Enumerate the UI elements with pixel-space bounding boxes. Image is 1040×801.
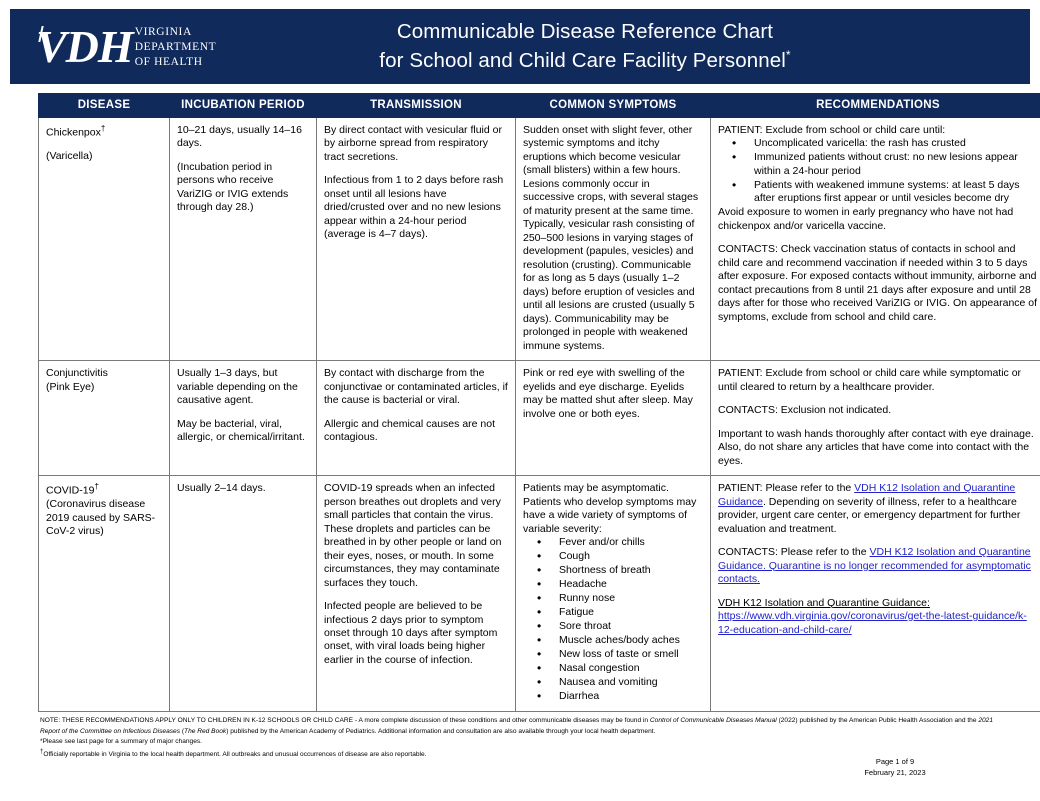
recommendation-patient-intro: PATIENT: Exclude from school or child care until: — [718, 124, 946, 136]
list-item: • Uncomplicated varicella: the rash has crusted — [740, 137, 1038, 150]
cell-recommendations — [711, 361, 1040, 476]
footer-note-main — [40, 716, 1000, 737]
page-title-line1: Communicable Disease Reference Chart — [396, 20, 774, 44]
table-row — [39, 361, 1040, 476]
cell-transmission — [317, 361, 516, 476]
list-item: • Sore throat — [545, 620, 703, 633]
list-item: • Diarrhea — [545, 690, 703, 703]
footer-dagger-text: Officially reportable in Virginia to the local health department. All outbreaks and unusual occurrences of disease are also reportable. — [43, 751, 427, 759]
vdh-logo — [10, 20, 260, 72]
cell-transmission — [317, 476, 516, 712]
disease-alt-name: (Varicella) — [46, 149, 93, 162]
cell-recommendations — [711, 476, 1040, 712]
cell-common-symptoms — [516, 476, 711, 712]
column-header-incubation-period: INCUBATION PERIOD — [170, 94, 317, 118]
guidance-label: VDH K12 Isolation and Quarantine Guidance: — [718, 596, 930, 609]
symptoms-bullet-list — [523, 536, 703, 703]
page-title — [260, 18, 1030, 75]
recommendation-contacts-prefix: CONTACTS: Please refer to the — [718, 546, 870, 559]
disease-name-text: COVID-19 — [46, 484, 95, 497]
transmission-paragraph: COVID-19 spreads when an infected person breathes out droplets and very small particles that contain the virus. These droplets and particles can be breathed in by other people or land on their eyes, noses, or mouth. In some circumstances, they may contaminate surfaces they touch. — [324, 482, 502, 589]
recommendation-contacts: CONTACTS: Exclusion not indicated. — [718, 404, 892, 417]
footer-note-part2: (2022) published by the American Public Health Association and the — [776, 717, 979, 724]
vdh-k12-guidance-url[interactable]: https://www.vdh.virginia.gov/coronavirus/get-the-latest-guidance/k-12-education-and-child-care/ — [718, 610, 1027, 636]
list-item: • Fatigue — [545, 606, 703, 619]
column-header-disease: DISEASE — [39, 94, 170, 118]
list-item: • Cough — [545, 550, 703, 563]
vdh-k12-guidance-link[interactable]: VDH K12 Isolation and Quarantine Guidance — [718, 482, 1016, 508]
incubation-paragraph: (Incubation period in persons who receive VariZIG or IVIG extends through day 28.) — [177, 160, 289, 214]
recommendation-guidance-block — [718, 597, 1038, 637]
recommendation-patient-suffix: . Depending on severity of illness, refer to a healthcare provider, urgent care center, or emergency department for further evaluation and treatment. — [718, 495, 1021, 535]
column-header-transmission: TRANSMISSION — [317, 94, 516, 118]
table-header — [39, 94, 1040, 118]
disease-alt-name: (Pink Eye) — [46, 380, 95, 393]
footer-dagger-symbol: † — [40, 749, 44, 756]
footer-notes — [40, 716, 1000, 761]
incubation-paragraph: 10–21 days, usually 14–16 days. — [177, 124, 302, 150]
table-row — [39, 476, 1040, 712]
page-title-line2 — [260, 47, 910, 75]
list-item: • Shortness of breath — [545, 564, 703, 577]
recommendation-extra-note: Important to wash hands thoroughly after contact with eye drainage. Also, do not share any articles that have come into contact with the eyes. — [718, 427, 1034, 467]
column-header-recommendations: RECOMMENDATIONS — [711, 94, 1040, 118]
incubation-paragraph: May be bacterial, viral, allergic, or chemical/irritant. — [177, 417, 305, 444]
vdh-wordmark-line3: OF HEALTH — [134, 55, 203, 68]
transmission-paragraph: Allergic and chemical causes are not contagious. — [324, 417, 496, 444]
disease-dagger-marker: † — [100, 124, 106, 133]
footer-star-note: *Please see last page for a summary of major changes. — [40, 738, 202, 746]
cell-incubation-period — [170, 118, 317, 361]
transmission-paragraph: Infectious from 1 to 2 days before rash onset until all lesions have dried/crusted over and no new lesions appear within a 24-hour period (average is 4–7 days). — [324, 174, 504, 241]
footer-note-part4: ) published by the American Academy of Pediatrics. Additional information and consultation are also available through your local health department. — [226, 727, 656, 735]
vdh-logo-acronym — [36, 20, 133, 72]
symptoms-paragraph: Pink or red eye with swelling of the eyelids and eye discharge. Eyelids may be matted shut after sleep. May involve one or both eyes. — [523, 367, 693, 420]
disease-reference-table — [38, 93, 1040, 712]
footer-note-part3: ( — [180, 727, 185, 735]
list-item: • Runny nose — [545, 592, 703, 605]
cell-recommendations — [711, 118, 1040, 361]
cell-incubation-period — [170, 361, 317, 476]
list-item: • Muscle aches/body aches — [545, 634, 703, 647]
list-item: • Immunized patients without crust: no new lesions appear within a 24-hour period — [740, 151, 1038, 178]
footer-note-italic1: Control of Communicable Diseases Manual — [649, 717, 777, 724]
page-number: Page 1 of 9 — [875, 757, 915, 766]
list-item: • Nausea and vomiting — [545, 676, 703, 689]
disease-alt-name: (Coronavirus disease 2019 caused by SARS-CoV-2 virus) — [46, 498, 156, 538]
header-banner — [10, 9, 1030, 84]
incubation-paragraph: Usually 2–14 days. — [177, 482, 266, 495]
list-item: • Nasal congestion — [545, 662, 703, 675]
footer-note-italic2: 2021 Report of the Committee on Infectious Diseases — [40, 717, 994, 735]
vdh-wordmark-line2: DEPARTMENT — [134, 41, 217, 54]
disease-dagger-marker: † — [94, 482, 99, 492]
vdh-k12-guidance-link[interactable]: VDH K12 Isolation and Quarantine Guidance. Quarantine is no longer recommended for asymptomatic contacts. — [718, 546, 1031, 586]
cell-disease — [39, 118, 170, 361]
disease-name — [46, 482, 162, 498]
disease-name-text: Chickenpox — [46, 126, 101, 139]
disease-name: Conjunctivitis — [46, 367, 108, 380]
cell-incubation-period — [170, 476, 317, 712]
page-title-asterisk: * — [785, 47, 791, 62]
footer-note-italic3: The Red Book — [184, 727, 227, 735]
table-body — [39, 118, 1040, 712]
document-date: February 21, 2023 — [864, 767, 926, 777]
vdh-logo-wordmark — [135, 25, 217, 69]
list-item: • Fever and/or chills — [545, 536, 703, 549]
recommendation-patient-note: Avoid exposure to women in early pregnancy who have not had chickenpox and/or varicella vaccine. — [718, 206, 1014, 232]
cell-disease — [39, 476, 170, 712]
cell-transmission — [317, 118, 516, 361]
page-footer-meta — [790, 757, 1000, 779]
cell-common-symptoms — [516, 361, 711, 476]
table-header-row — [39, 94, 1040, 118]
incubation-paragraph: Usually 1–3 days, but variable depending on the causative agent. — [177, 367, 298, 407]
symptoms-paragraph: Patients may be asymptomatic. Patients who develop symptoms may have a wide variety of symptoms of variable severity: — [523, 482, 697, 535]
page-title-line2-text: for School and Child Care Facility Personnel — [379, 48, 786, 72]
column-header-common-symptoms: COMMON SYMPTOMS — [516, 94, 711, 118]
footer-note-part1: NOTE: THESE RECOMMENDATIONS APPLY ONLY TO CHILDREN IN K-12 SCHOOLS OR CHILD CARE - A more complete discussion of these conditions and other communicable diseases may be found in — [40, 717, 650, 724]
list-item: • New loss of taste or smell — [545, 648, 703, 661]
recommendation-contacts: CONTACTS: Check vaccination status of contacts in school and child care and recommend vaccination if needed within 3 to 5 days after exposure. For exposed contacts without immunity, airborne and contact precautions from 8 until 21 days after exposure and until 28 days after for those who received VariZIG or IVIG. On appearance of symptoms, exclude from school and child care. — [718, 243, 1038, 323]
recommendation-patient-bullets — [718, 137, 1038, 205]
transmission-paragraph: By contact with discharge from the conjunctivae or contaminated articles, if the cause is bacterial or viral. — [324, 367, 508, 407]
vdh-wordmark-line1: VIRGINIA — [134, 26, 192, 39]
recommendation-patient-intro: PATIENT: Exclude from school or child care while symptomatic or until cleared to return by a healthcare provider. — [718, 367, 1022, 393]
transmission-paragraph: By direct contact with vesicular fluid or by airborne spread from respiratory tract secretions. — [324, 124, 502, 163]
table-row — [39, 118, 1040, 361]
list-item: • Headache — [545, 578, 703, 591]
list-item: • Patients with weakened immune systems: at least 5 days after eruptions first appear or until vesicles become dry — [740, 179, 1038, 206]
disease-name — [46, 124, 162, 140]
recommendation-patient-prefix: PATIENT: Please refer to the — [718, 482, 855, 495]
symptoms-paragraph: Sudden onset with slight fever, other systemic symptoms and itchy eruptions which become vesicular (small blisters) within a few hours. Lesions commonly occur in successive crops, with several stages of maturity present at the same time. Typically, vesicular rash consisting of 250–500 lesions in varying stages of development (papules, vesicles) and resolution (crusting). Communicable for as long as 5 days (usually 1–2 days) before eruption of vesicles and until all lesions are crusted (usually 5 days). Communicability may be prolonged in people with weakened immune systems. — [523, 124, 699, 352]
cell-common-symptoms — [516, 118, 711, 361]
cell-disease — [39, 361, 170, 476]
recommendation-patient-intro — [718, 482, 1038, 536]
transmission-paragraph: Infected people are believed to be infectious 2 days prior to symptom onset through 10 days after symptom onset, with viral loads being higher earlier in the course of infection. — [324, 600, 498, 666]
vdh-acronym-text: VDH — [36, 20, 133, 72]
recommendation-contacts — [718, 546, 1038, 586]
